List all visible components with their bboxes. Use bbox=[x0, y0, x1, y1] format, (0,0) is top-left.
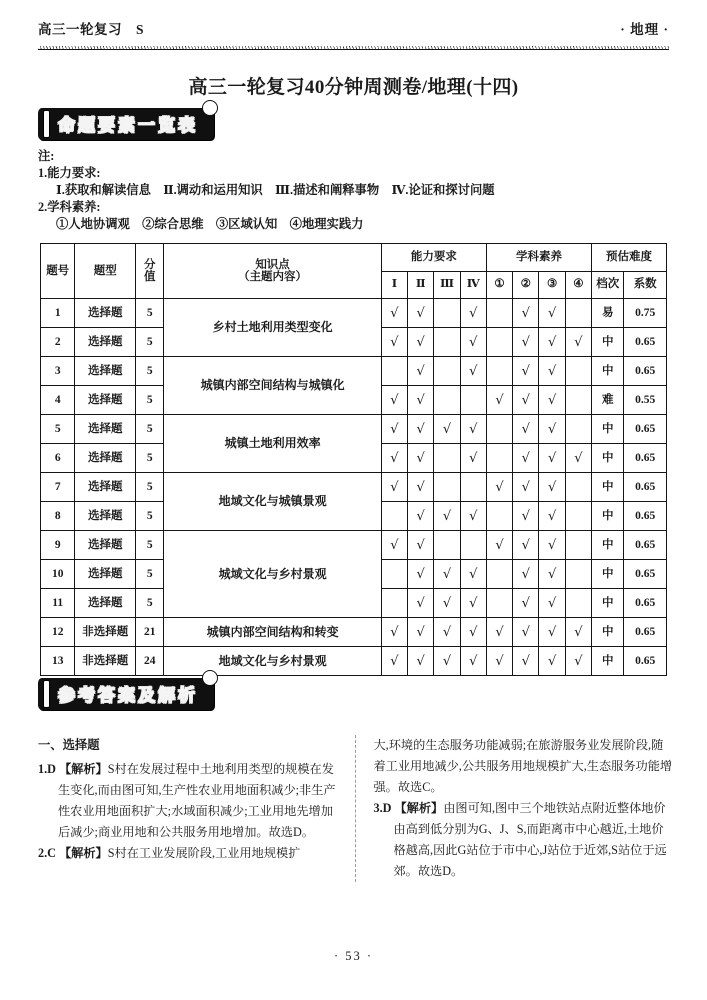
cell-question-type: 选择题 bbox=[75, 386, 136, 415]
cell-difficulty-coefficient: 0.65 bbox=[624, 415, 667, 444]
section-badge-answers bbox=[38, 678, 214, 708]
cell-literacy-2: √ bbox=[513, 647, 539, 676]
answer-item bbox=[374, 735, 674, 798]
cell-score: 5 bbox=[136, 444, 164, 473]
notes-capability-items: Ⅰ.获取和解读信息 Ⅱ.调动和运用知识 Ⅲ.描述和阐释事物 Ⅳ.论证和探讨问题 bbox=[56, 183, 495, 197]
cell-literacy-1 bbox=[486, 560, 512, 589]
cell-literacy-1 bbox=[486, 357, 512, 386]
badge-corner-icon bbox=[202, 100, 218, 116]
cell-capability-3: √ bbox=[434, 647, 460, 676]
cell-score: 5 bbox=[136, 299, 164, 328]
cell-knowledge-point: 乡村土地利用类型变化 bbox=[164, 299, 381, 357]
cell-difficulty-coefficient: 0.65 bbox=[624, 328, 667, 357]
table-header-row-1 bbox=[41, 244, 667, 272]
col-header-cap-2: Ⅱ bbox=[408, 271, 434, 299]
answer-item-body: 大,环境的生态服务功能减弱;在旅游服务业发展阶段,随着工业用地减少,公共服务用地规模扩大,生态服务功能增强。故选C。 bbox=[373, 738, 673, 794]
cell-question-number: 10 bbox=[41, 560, 75, 589]
running-header-subject: · 地理 · bbox=[620, 22, 669, 37]
table-row bbox=[41, 473, 667, 502]
cell-difficulty-coefficient: 0.65 bbox=[624, 618, 667, 647]
answer-item-key: 3.D bbox=[373, 801, 395, 815]
table-row bbox=[41, 618, 667, 647]
elements-table-body bbox=[41, 299, 667, 676]
answer-item-key: 2.C bbox=[38, 846, 59, 860]
cell-literacy-1 bbox=[486, 502, 512, 531]
cell-question-number: 12 bbox=[41, 618, 75, 647]
cell-question-number: 11 bbox=[41, 589, 75, 618]
notes-capability-label: 1.能力要求: bbox=[38, 166, 101, 180]
col-header-lit-2: ② bbox=[513, 271, 539, 299]
cell-literacy-3: √ bbox=[539, 328, 565, 357]
answers-right-list bbox=[374, 735, 674, 882]
cell-difficulty-coefficient: 0.65 bbox=[624, 531, 667, 560]
notes-literacy-label: 2.学科素养: bbox=[38, 200, 101, 214]
cell-score: 5 bbox=[136, 589, 164, 618]
cell-capability-2: √ bbox=[408, 328, 434, 357]
elements-table bbox=[40, 243, 667, 676]
cell-difficulty-coefficient: 0.65 bbox=[624, 502, 667, 531]
cell-literacy-3: √ bbox=[539, 415, 565, 444]
answer-item bbox=[374, 798, 674, 882]
cell-knowledge-point: 城镇内部空间结构与城镇化 bbox=[164, 357, 381, 415]
cell-literacy-2: √ bbox=[513, 502, 539, 531]
cell-literacy-4 bbox=[565, 386, 591, 415]
notes-block bbox=[38, 148, 669, 233]
cell-question-number: 3 bbox=[41, 357, 75, 386]
cell-capability-2: √ bbox=[408, 386, 434, 415]
cell-question-number: 2 bbox=[41, 328, 75, 357]
badge-plate-elements bbox=[38, 108, 214, 140]
notes-lead: 注: bbox=[38, 149, 55, 163]
cell-literacy-3: √ bbox=[539, 647, 565, 676]
cell-capability-4: √ bbox=[460, 618, 486, 647]
running-header-left: 高三一轮复习 S bbox=[38, 22, 145, 37]
cell-literacy-4 bbox=[565, 473, 591, 502]
cell-capability-4: √ bbox=[460, 299, 486, 328]
answer-item bbox=[38, 759, 339, 843]
cell-question-type: 选择题 bbox=[75, 444, 136, 473]
cell-literacy-4: √ bbox=[565, 647, 591, 676]
cell-capability-3 bbox=[434, 299, 460, 328]
cell-capability-4 bbox=[460, 386, 486, 415]
badge-plate-answers bbox=[38, 678, 214, 710]
cell-difficulty-level: 中 bbox=[592, 647, 624, 676]
cell-capability-1 bbox=[381, 560, 407, 589]
cell-literacy-4 bbox=[565, 415, 591, 444]
cell-difficulty-level: 难 bbox=[592, 386, 624, 415]
cell-difficulty-level: 中 bbox=[592, 473, 624, 502]
cell-score: 24 bbox=[136, 647, 164, 676]
cell-capability-1: √ bbox=[381, 531, 407, 560]
cell-difficulty-coefficient: 0.65 bbox=[624, 444, 667, 473]
cell-literacy-4 bbox=[565, 531, 591, 560]
col-header-num: 题号 bbox=[41, 244, 75, 299]
cell-difficulty-coefficient: 0.65 bbox=[624, 357, 667, 386]
answer-item-key: 1.D bbox=[38, 762, 59, 776]
cell-difficulty-level: 中 bbox=[592, 560, 624, 589]
cell-difficulty-level: 中 bbox=[592, 502, 624, 531]
answer-item-tag: 【解析】 bbox=[59, 846, 108, 860]
cell-literacy-2: √ bbox=[513, 328, 539, 357]
answer-item-body: 由图可知,图中三个地铁站点附近整体地价由高到低分别为G、J、S,而距离市中心越近,土地价格越高,因此G站位于市中心,J站位于近郊,S站位于远郊。故选D。 bbox=[393, 801, 667, 878]
cell-capability-4: √ bbox=[460, 589, 486, 618]
col-header-lit-3: ③ bbox=[539, 271, 565, 299]
cell-question-number: 5 bbox=[41, 415, 75, 444]
cell-literacy-3: √ bbox=[539, 618, 565, 647]
cell-capability-4: √ bbox=[460, 444, 486, 473]
cell-capability-2: √ bbox=[408, 531, 434, 560]
cell-capability-4 bbox=[460, 531, 486, 560]
cell-capability-4: √ bbox=[460, 328, 486, 357]
cell-capability-1: √ bbox=[381, 444, 407, 473]
cell-question-type: 选择题 bbox=[75, 531, 136, 560]
cell-literacy-3: √ bbox=[539, 444, 565, 473]
col-group-literacy: 学科素养 bbox=[486, 244, 591, 272]
cell-literacy-2: √ bbox=[513, 357, 539, 386]
cell-difficulty-coefficient: 0.65 bbox=[624, 560, 667, 589]
col-header-score-bottom: 值 bbox=[143, 271, 156, 283]
cell-difficulty-level: 中 bbox=[592, 415, 624, 444]
cell-question-type: 选择题 bbox=[75, 560, 136, 589]
cell-literacy-2: √ bbox=[513, 473, 539, 502]
cell-capability-3: √ bbox=[434, 589, 460, 618]
cell-difficulty-level: 易 bbox=[592, 299, 624, 328]
col-header-knowledge-bottom: （主题内容） bbox=[238, 271, 308, 283]
header-rule bbox=[38, 46, 669, 51]
cell-question-type: 选择题 bbox=[75, 299, 136, 328]
cell-score: 5 bbox=[136, 560, 164, 589]
cell-literacy-4 bbox=[565, 299, 591, 328]
elements-table-wrap bbox=[40, 243, 667, 676]
cell-literacy-1: √ bbox=[486, 647, 512, 676]
answer-item-body: S村在发展过程中土地利用类型的规模在发生变化,而由图可知,生产性农业用地面积减少;非生产性农业用地面积扩大;水域面积减少;工业用地先增加后减少;商业用地和公共服务用地增加。故选D。 bbox=[58, 762, 336, 839]
cell-question-type: 非选择题 bbox=[75, 647, 136, 676]
cell-capability-2: √ bbox=[408, 560, 434, 589]
cell-capability-1 bbox=[381, 357, 407, 386]
cell-capability-3: √ bbox=[434, 415, 460, 444]
table-row bbox=[41, 415, 667, 444]
cell-capability-4: √ bbox=[460, 415, 486, 444]
cell-capability-3 bbox=[434, 357, 460, 386]
answer-item-tag: 【解析】 bbox=[59, 762, 108, 776]
col-header-cap-3: Ⅲ bbox=[434, 271, 460, 299]
answers-section bbox=[38, 735, 673, 882]
answer-item-body: S村在工业发展阶段,工业用地规模扩 bbox=[107, 846, 301, 860]
cell-capability-2: √ bbox=[408, 647, 434, 676]
cell-question-number: 7 bbox=[41, 473, 75, 502]
cell-capability-2: √ bbox=[408, 415, 434, 444]
col-header-level: 档次 bbox=[592, 271, 624, 299]
col-header-score bbox=[136, 244, 164, 299]
badge-corner-icon bbox=[202, 670, 218, 686]
table-row bbox=[41, 531, 667, 560]
cell-capability-2: √ bbox=[408, 357, 434, 386]
col-group-capability: 能力要求 bbox=[381, 244, 486, 272]
cell-literacy-1: √ bbox=[486, 386, 512, 415]
col-header-coefficient: 系数 bbox=[624, 271, 667, 299]
cell-capability-3: √ bbox=[434, 502, 460, 531]
cell-literacy-1 bbox=[486, 415, 512, 444]
answers-column-left bbox=[38, 735, 356, 882]
cell-question-number: 8 bbox=[41, 502, 75, 531]
cell-capability-3 bbox=[434, 473, 460, 502]
cell-capability-4: √ bbox=[460, 502, 486, 531]
cell-capability-4: √ bbox=[460, 357, 486, 386]
cell-capability-1: √ bbox=[381, 386, 407, 415]
cell-score: 21 bbox=[136, 618, 164, 647]
table-row bbox=[41, 647, 667, 676]
cell-capability-3: √ bbox=[434, 618, 460, 647]
cell-knowledge-point: 城域文化与乡村景观 bbox=[164, 531, 381, 618]
cell-score: 5 bbox=[136, 531, 164, 560]
cell-capability-2: √ bbox=[408, 299, 434, 328]
cell-difficulty-coefficient: 0.55 bbox=[624, 386, 667, 415]
cell-difficulty-level: 中 bbox=[592, 531, 624, 560]
cell-literacy-4: √ bbox=[565, 328, 591, 357]
cell-capability-4: √ bbox=[460, 560, 486, 589]
cell-literacy-3: √ bbox=[539, 299, 565, 328]
cell-capability-1: √ bbox=[381, 618, 407, 647]
cell-question-type: 选择题 bbox=[75, 328, 136, 357]
col-header-cap-4: Ⅳ bbox=[460, 271, 486, 299]
cell-capability-2: √ bbox=[408, 444, 434, 473]
section-badge-elements bbox=[38, 108, 214, 138]
cell-literacy-3: √ bbox=[539, 531, 565, 560]
col-header-lit-1: ① bbox=[486, 271, 512, 299]
cell-capability-1 bbox=[381, 589, 407, 618]
badge-bar-icon bbox=[43, 110, 50, 138]
cell-knowledge-point: 地域文化与乡村景观 bbox=[164, 647, 381, 676]
col-header-score-top: 分 bbox=[143, 259, 156, 271]
cell-question-number: 6 bbox=[41, 444, 75, 473]
running-header bbox=[38, 18, 669, 44]
cell-capability-4 bbox=[460, 473, 486, 502]
cell-literacy-1 bbox=[486, 589, 512, 618]
cell-literacy-2: √ bbox=[513, 531, 539, 560]
cell-capability-2: √ bbox=[408, 589, 434, 618]
cell-capability-1: √ bbox=[381, 299, 407, 328]
header-rule-hatch bbox=[38, 46, 669, 50]
cell-literacy-3: √ bbox=[539, 473, 565, 502]
cell-question-number: 1 bbox=[41, 299, 75, 328]
cell-score: 5 bbox=[136, 328, 164, 357]
cell-literacy-2: √ bbox=[513, 589, 539, 618]
cell-difficulty-level: 中 bbox=[592, 618, 624, 647]
table-row bbox=[41, 299, 667, 328]
cell-score: 5 bbox=[136, 502, 164, 531]
cell-question-type: 选择题 bbox=[75, 589, 136, 618]
cell-literacy-1 bbox=[486, 328, 512, 357]
cell-difficulty-coefficient: 0.65 bbox=[624, 647, 667, 676]
cell-capability-4: √ bbox=[460, 647, 486, 676]
notes-literacy-items: ①人地协调观 ②综合思维 ③区域认知 ④地理实践力 bbox=[56, 217, 364, 231]
col-header-knowledge-top: 知识点 bbox=[255, 259, 290, 271]
page-footer: · 53 · bbox=[333, 949, 374, 963]
cell-capability-3 bbox=[434, 328, 460, 357]
cell-literacy-3: √ bbox=[539, 589, 565, 618]
cell-literacy-3: √ bbox=[539, 560, 565, 589]
cell-capability-1: √ bbox=[381, 647, 407, 676]
answers-heading: 一、选择题 bbox=[38, 738, 100, 752]
cell-difficulty-coefficient: 0.75 bbox=[624, 299, 667, 328]
cell-literacy-3: √ bbox=[539, 357, 565, 386]
cell-score: 5 bbox=[136, 386, 164, 415]
cell-literacy-3: √ bbox=[539, 502, 565, 531]
cell-difficulty-level: 中 bbox=[592, 357, 624, 386]
cell-capability-3 bbox=[434, 531, 460, 560]
cell-question-number: 13 bbox=[41, 647, 75, 676]
cell-capability-2: √ bbox=[408, 473, 434, 502]
cell-capability-3 bbox=[434, 386, 460, 415]
cell-question-type: 选择题 bbox=[75, 357, 136, 386]
cell-knowledge-point: 城镇土地利用效率 bbox=[164, 415, 381, 473]
cell-literacy-2: √ bbox=[513, 618, 539, 647]
cell-literacy-1: √ bbox=[486, 473, 512, 502]
cell-literacy-2: √ bbox=[513, 444, 539, 473]
col-header-cap-1: Ⅰ bbox=[381, 271, 407, 299]
cell-capability-1 bbox=[381, 502, 407, 531]
cell-question-number: 9 bbox=[41, 531, 75, 560]
cell-capability-3: √ bbox=[434, 560, 460, 589]
cell-literacy-1 bbox=[486, 299, 512, 328]
cell-literacy-3: √ bbox=[539, 386, 565, 415]
cell-question-type: 选择题 bbox=[75, 415, 136, 444]
answers-left-list bbox=[38, 759, 339, 864]
col-header-knowledge bbox=[164, 244, 381, 299]
cell-capability-1: √ bbox=[381, 328, 407, 357]
cell-literacy-1 bbox=[486, 444, 512, 473]
cell-capability-1: √ bbox=[381, 415, 407, 444]
cell-score: 5 bbox=[136, 415, 164, 444]
cell-literacy-2: √ bbox=[513, 560, 539, 589]
cell-capability-2: √ bbox=[408, 618, 434, 647]
cell-literacy-1: √ bbox=[486, 531, 512, 560]
cell-difficulty-level: 中 bbox=[592, 444, 624, 473]
answer-item bbox=[38, 843, 339, 864]
cell-question-type: 非选择题 bbox=[75, 618, 136, 647]
answers-column-right bbox=[356, 735, 674, 882]
cell-literacy-2: √ bbox=[513, 386, 539, 415]
cell-difficulty-coefficient: 0.65 bbox=[624, 589, 667, 618]
badge-bar-icon bbox=[43, 680, 50, 708]
cell-difficulty-coefficient: 0.65 bbox=[624, 473, 667, 502]
cell-question-number: 4 bbox=[41, 386, 75, 415]
elements-table-head bbox=[41, 244, 667, 299]
cell-literacy-4: √ bbox=[565, 444, 591, 473]
cell-knowledge-point: 地域文化与城镇景观 bbox=[164, 473, 381, 531]
cell-literacy-1: √ bbox=[486, 618, 512, 647]
cell-literacy-4 bbox=[565, 502, 591, 531]
page-title: 高三一轮复习40分钟周测卷/地理(十四) bbox=[188, 77, 519, 98]
cell-score: 5 bbox=[136, 473, 164, 502]
cell-capability-2: √ bbox=[408, 502, 434, 531]
cell-literacy-4 bbox=[565, 560, 591, 589]
cell-knowledge-point: 城镇内部空间结构和转变 bbox=[164, 618, 381, 647]
cell-literacy-4 bbox=[565, 357, 591, 386]
cell-difficulty-level: 中 bbox=[592, 328, 624, 357]
cell-question-type: 选择题 bbox=[75, 473, 136, 502]
col-header-lit-4: ④ bbox=[565, 271, 591, 299]
col-header-type: 题型 bbox=[75, 244, 136, 299]
col-group-difficulty: 预估难度 bbox=[592, 244, 667, 272]
cell-capability-3 bbox=[434, 444, 460, 473]
cell-capability-1: √ bbox=[381, 473, 407, 502]
cell-literacy-2: √ bbox=[513, 415, 539, 444]
cell-literacy-4 bbox=[565, 589, 591, 618]
cell-score: 5 bbox=[136, 357, 164, 386]
cell-question-type: 选择题 bbox=[75, 502, 136, 531]
table-row bbox=[41, 357, 667, 386]
cell-difficulty-level: 中 bbox=[592, 589, 624, 618]
badge-label-answers: 参考答案及解析 bbox=[58, 686, 198, 705]
badge-label-elements: 命题要素一览表 bbox=[58, 116, 198, 135]
answer-item-tag: 【解析】 bbox=[394, 801, 444, 815]
cell-literacy-4: √ bbox=[565, 618, 591, 647]
cell-literacy-2: √ bbox=[513, 299, 539, 328]
